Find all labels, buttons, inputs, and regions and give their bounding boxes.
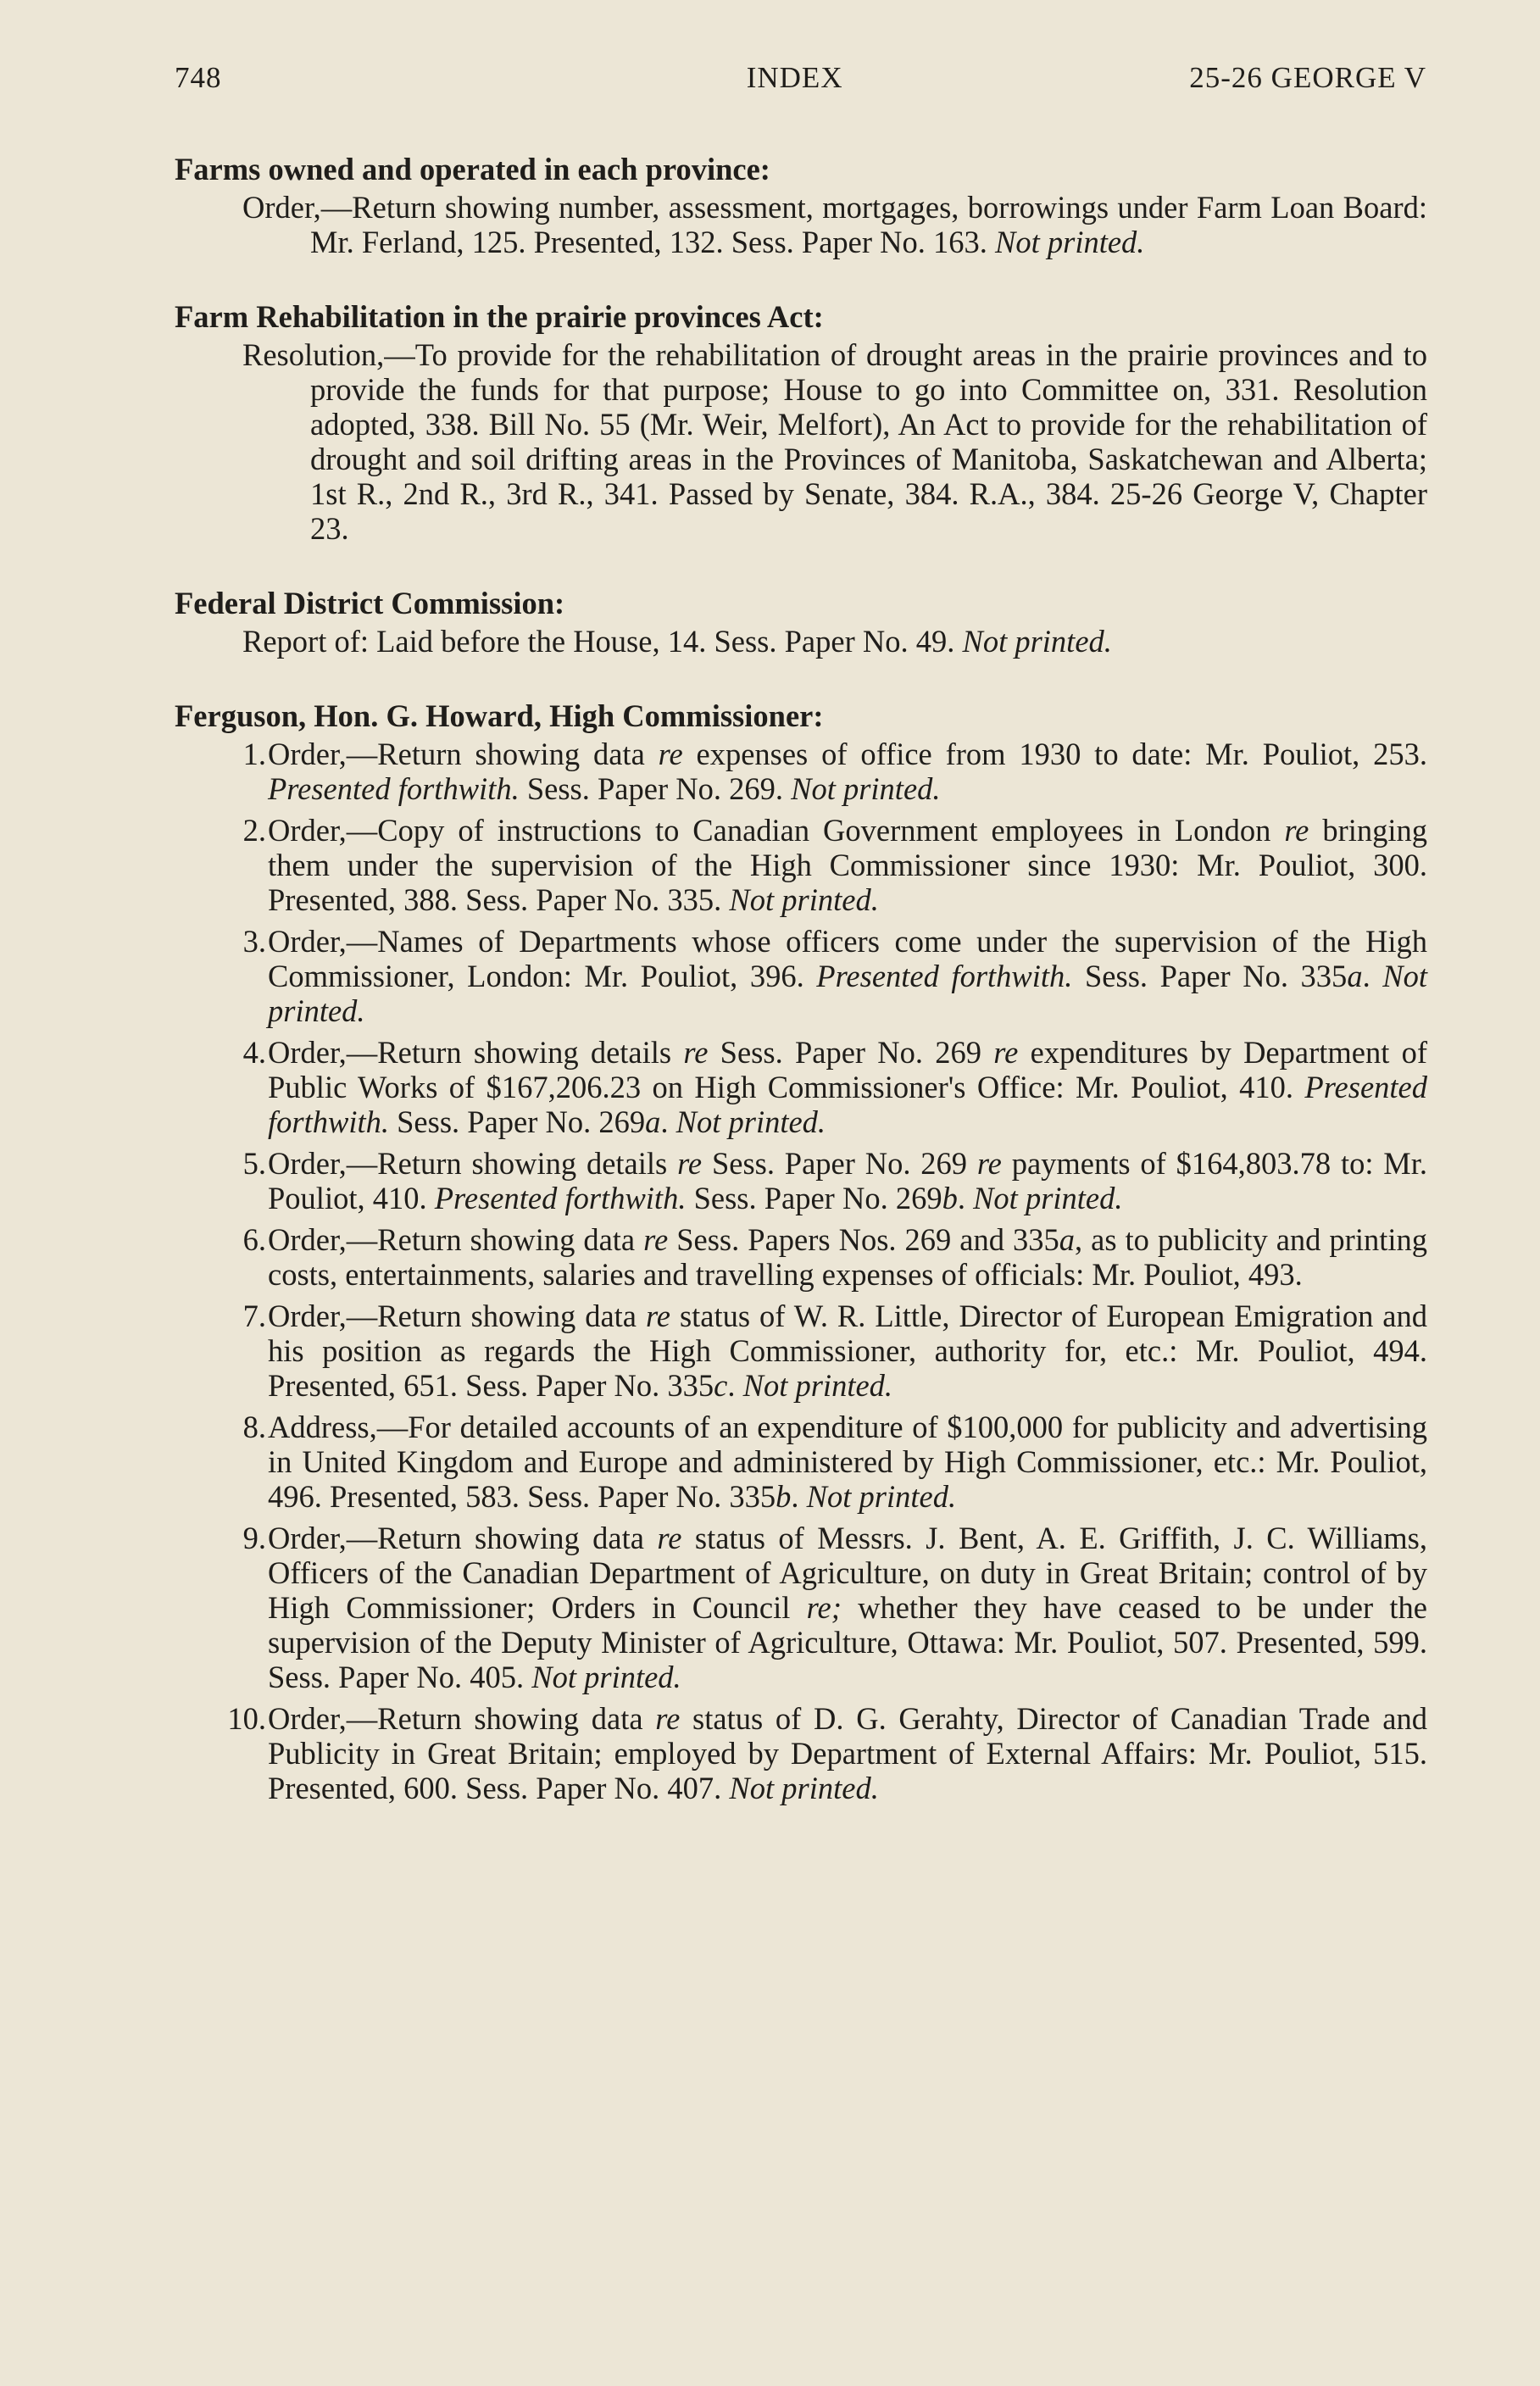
item-number: 10.: [227, 1701, 266, 1736]
item-text-run: Sess. Paper No. 269: [702, 1146, 977, 1181]
item-text-run: Order,—Names of Departments whose officers come under the supervision of the High Commissioner, London: Mr. Pouliot, 396.: [268, 924, 1427, 993]
item-text-run: Order,—Return showing data: [268, 1701, 656, 1736]
item-italic-run: Presented forthwith.: [816, 959, 1073, 993]
volume-label: 25-26 GEORGE V: [1189, 61, 1426, 94]
item-italic-run: Not printed.: [531, 1660, 681, 1694]
index-entry-federal-district: [175, 585, 1427, 659]
item-italic-run: Not printed.: [675, 1104, 826, 1139]
item-text: [268, 737, 1427, 806]
item-italic-run: Presented forthwith.: [268, 1070, 1427, 1139]
item-italic-run: Not printed.: [806, 1479, 957, 1514]
item-text-run: Order,—Return showing data: [268, 737, 659, 771]
item-text-run: Order,—Return showing data: [268, 1299, 646, 1333]
item-text-run: Sess. Paper No. 269: [389, 1104, 646, 1139]
item-italic-run: Not printed.: [729, 882, 879, 917]
item-italic-run: a: [1059, 1222, 1075, 1257]
item-text-run: Sess. Paper No. 269.: [519, 771, 792, 806]
numbered-item: [175, 1521, 1427, 1694]
item-italic-run: b: [942, 1181, 958, 1215]
item-italic-run: a: [645, 1104, 661, 1139]
item-text-run: , as to publicity and printing costs, entertainments, salaries and travelling expenses of officials: Mr. Pouliot, 493.: [268, 1222, 1428, 1292]
numbered-item: [175, 1035, 1427, 1139]
item-italic-run: re: [976, 1146, 1002, 1181]
item-text-run: Order,—Return showing data: [268, 1222, 644, 1257]
item-number: 6.: [242, 1222, 266, 1257]
item-italic-run: Not printed.: [742, 1368, 893, 1403]
item-text-run: .: [1362, 959, 1383, 993]
item-number: 3.: [242, 924, 266, 959]
item-text-run: Order,—Return showing data: [268, 1521, 658, 1555]
entry-tail: Not printed.: [962, 624, 1112, 659]
item-text: [268, 813, 1427, 917]
index-entry-farm-rehabilitation: [175, 298, 1427, 546]
numbered-item: [175, 1299, 1427, 1403]
entry-heading: Ferguson, Hon. G. Howard, High Commissioner:: [175, 698, 824, 733]
numbered-item: [175, 813, 1427, 917]
item-text: [268, 1035, 1427, 1139]
entry-text: [175, 337, 1427, 546]
item-text-run: Sess. Paper No. 335: [1072, 959, 1348, 993]
item-italic-run: re: [643, 1222, 669, 1257]
item-text-run: expenses of office from 1930 to date: Mr. Pouliot, 253.: [682, 737, 1428, 771]
item-text-run: .: [727, 1368, 743, 1403]
item-number: 9.: [242, 1521, 266, 1555]
item-italic-run: re: [683, 1035, 709, 1070]
item-italic-run: re: [655, 1701, 681, 1736]
item-number: 4.: [242, 1035, 266, 1070]
page-title: INDEX: [746, 61, 843, 94]
item-italic-run: Presented forthwith.: [268, 771, 520, 806]
item-text: [268, 924, 1427, 1028]
entry-heading: Federal District Commission:: [175, 586, 565, 620]
item-text-run: status of D. G. Gerahty, Director of Canadian Trade and Publicity in Great Britain; employed by Department of External Affairs: Mr. Pouliot, 515. Presented, 600. Sess. Paper No. 407.: [268, 1701, 1427, 1805]
numbered-item: [175, 1222, 1427, 1292]
item-text: [268, 1146, 1427, 1215]
item-italic-run: re: [658, 737, 683, 771]
entry-text: [175, 624, 1427, 659]
item-italic-run: Not printed.: [791, 771, 941, 806]
item-text-run: expenditures by Department of Public Works of $167,206.23 on High Commissioner's Office: Mr. Pouliot, 410.: [268, 1035, 1428, 1104]
item-number: 2.: [242, 813, 266, 848]
item-italic-run: re;: [806, 1590, 842, 1625]
entry-lead: Resolution,—To provide for the rehabilitation of drought areas in the prairie provinces and to provide the funds for that purpose; House to go into Committee on, 331. Resolution adopted, 338. Bill No. 55 (Mr. Weir, Melfort), An Act to provide for the rehabilitation of drought and soil drifting areas in the Provinces of Manitoba, Saskatchewan and Alberta; 1st R., 2nd R., 3rd R., 341. Passed by Senate, 384. R.A., 384. 25-26 George V, Chapter 23.: [242, 337, 1427, 546]
item-text-run: .: [957, 1181, 974, 1215]
entry-lead: Order,—Return showing number, assessment, mortgages, borrowings under Farm Loan Board: Mr. Ferland, 125. Presented, 132. Sess. Paper No. 163.: [242, 190, 1427, 259]
item-italic-run: Presented forthwith.: [434, 1181, 687, 1215]
item-text: [268, 1521, 1427, 1694]
item-text-run: Sess. Paper No. 269: [708, 1035, 994, 1070]
numbered-item: [175, 1410, 1427, 1514]
item-text-run: Order,—Return showing details: [268, 1035, 684, 1070]
item-text: [268, 1410, 1427, 1514]
item-text: [268, 1701, 1427, 1805]
item-italic-run: re: [993, 1035, 1019, 1070]
item-text-run: status of W. R. Little, Director of European Emigration and his position as regards the High Commissioner, authority for, etc.: Mr. Pouliot, 494. Presented, 651. Sess. Paper No. 335: [268, 1299, 1427, 1403]
item-text: [268, 1222, 1427, 1292]
item-italic-run: re: [677, 1146, 703, 1181]
item-italic-run: a: [1347, 959, 1363, 993]
item-number: 8.: [242, 1410, 266, 1444]
entry-heading: Farm Rehabilitation in the prairie provinces Act:: [175, 299, 824, 334]
index-entry-farms-owned: [175, 151, 1427, 259]
item-text-run: bringing them under the supervision of the High Commissioner since 1930: Mr. Pouliot, 300. Presented, 388. Sess. Paper No. 335.: [268, 813, 1428, 917]
item-text-run: .: [791, 1479, 807, 1514]
entry-heading: Farms owned and operated in each province:: [175, 152, 770, 186]
item-italic-run: Not printed.: [729, 1771, 879, 1805]
item-italic-run: Not printed.: [268, 959, 1427, 1028]
index-entry-ferguson: [175, 698, 1427, 1805]
item-italic-run: b: [776, 1479, 792, 1514]
numbered-item: [175, 924, 1427, 1028]
item-text-run: Address,—For detailed accounts of an expenditure of $100,000 for publicity and advertising in United Kingdom and Europe and administered by High Commissioner, etc.: Mr. Pouliot, 496. Presented, 583. Sess. Paper No. 335: [268, 1410, 1427, 1514]
item-text-run: payments of $164,803.78 to: Mr. Pouliot, 410.: [268, 1146, 1428, 1215]
numbered-item: [175, 1701, 1427, 1805]
item-text-run: status of Messrs. J. Bent, A. E. Griffith, J. C. Williams, Officers of the Canadian Department of Agriculture, on duty in Great Britain; control of by High Commissioner; Orders in Council: [268, 1521, 1428, 1625]
item-text-run: whether they have ceased to be under the supervision of the Deputy Minister of Agriculture, Ottawa: Mr. Pouliot, 507. Presented, 599. Sess. Paper No. 405.: [268, 1590, 1427, 1694]
item-italic-run: c: [714, 1368, 728, 1403]
item-number: 1.: [242, 737, 266, 771]
item-number: 7.: [242, 1299, 266, 1333]
item-text-run: Order,—Return showing details: [268, 1146, 678, 1181]
numbered-item: [175, 737, 1427, 806]
item-text-run: Order,—Copy of instructions to Canadian Government employees in London: [268, 813, 1285, 848]
item-italic-run: Not printed.: [973, 1181, 1123, 1215]
ferguson-items: [175, 737, 1427, 1805]
index-content: [175, 151, 1427, 1844]
item-text: [268, 1299, 1427, 1403]
item-text-run: .: [660, 1104, 676, 1139]
page-number: 748: [175, 61, 222, 94]
item-italic-run: re: [645, 1299, 671, 1333]
item-text-run: Sess. Papers Nos. 269 and 335: [668, 1222, 1059, 1257]
item-italic-run: re: [1284, 813, 1309, 848]
entry-lead: Report of: Laid before the House, 14. Sess. Paper No. 49.: [242, 624, 955, 659]
entry-tail: Not printed.: [995, 225, 1145, 259]
running-header: [175, 61, 1426, 103]
entry-text: [175, 190, 1427, 259]
numbered-item: [175, 1146, 1427, 1215]
item-text-run: Sess. Paper No. 269: [686, 1181, 942, 1215]
item-italic-run: re: [657, 1521, 682, 1555]
item-number: 5.: [242, 1146, 266, 1181]
